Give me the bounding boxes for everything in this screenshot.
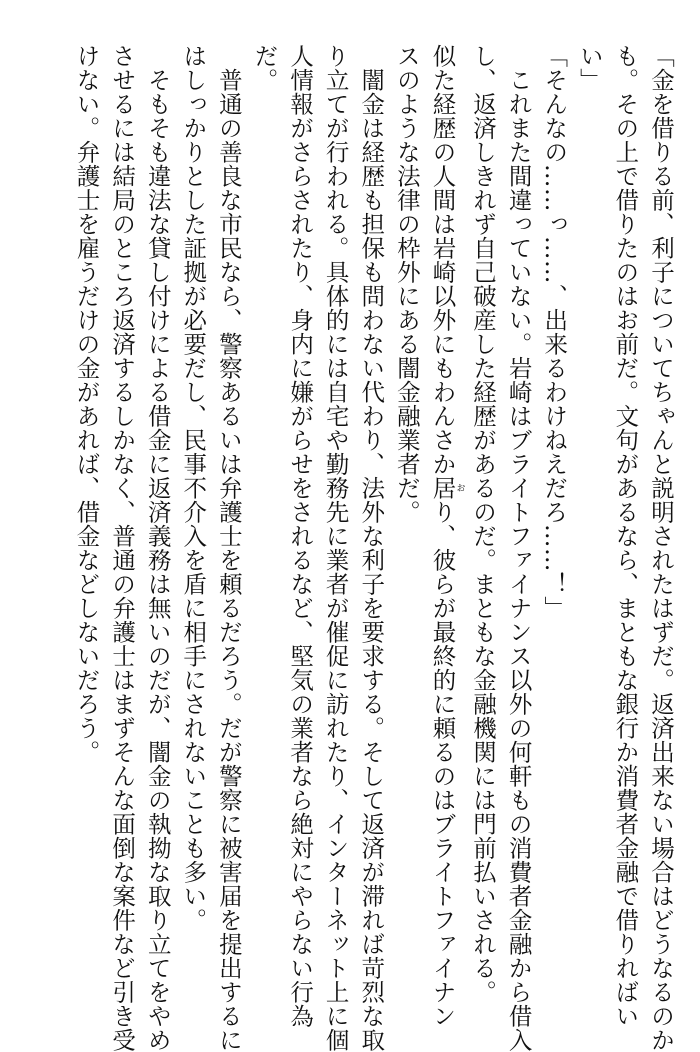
- text-line-5: これまた間違っていない。岩崎はブライトファイナンス以外の何軒もの消費者金融から借入: [504, 67, 533, 1052]
- text-line-7: 似た経歴の人間は岩崎以外にもわんさか居おり、彼らが最終的に頼るのはブライトファイナン: [428, 44, 465, 1028]
- text-line-16: させるには結局のところ返済するしかなく、普通の弁護士はまずそんな面倒な案件など引き受: [108, 44, 137, 1052]
- text-line-13: 普通の善良な市民なら、警察あるいは弁護士を頼るだろう。だが警察に被害届を提出するに: [214, 67, 243, 1052]
- text-line-3: い」: [575, 44, 604, 92]
- text-line-6: し、返済しきれず自己破産した経歴があるのだ。まともな金融機関には門前払いされる。: [469, 44, 498, 1004]
- text-line-10: り立てが行われる。具体的には自宅や勤務先に業者が催促に訪れたり、インターネット上に個: [321, 44, 350, 1052]
- text-line-14: はしっかりとした証拠が必要だし、民事不介入を盾に相手にされないことも多い。: [179, 44, 208, 932]
- vertical-text-body: [68, 44, 678, 1052]
- text-line-2: も。その上で借りたのはお前だ。文句があるなら、まともな銀行か消費者金融で借りればい: [611, 44, 640, 1028]
- text-line-9: 闇金は経歴も担保も問わない代わり、法外な利子を要求する。そして返済が滞れば苛烈な取: [357, 67, 386, 1052]
- text-line-12: だ。: [250, 44, 279, 92]
- text-line-8: スのような法律の枠外にある闇金融業者だ。: [392, 44, 421, 524]
- text-line-15: そもそも違法な貸し付けによる借金に返済義務は無いのだが、闇金の執拗な取り立てをやめ: [143, 67, 172, 1052]
- furigana-ruby: 居お: [428, 476, 465, 500]
- text-line-4: 「そんなの……っ……、出来るわけねえだろ……！」: [540, 44, 569, 620]
- text-line-11: 人情報がさらされたり、身内に嫌がらせをされるなど、堅気の業者なら絶対にやらない行為: [286, 44, 315, 1028]
- text-line-17: けない。弁護士を雇うだけの金があれば、借金などしないだろう。: [72, 44, 101, 764]
- text-line-1: 「金を借りる前、利子についてちゃんと説明されたはずだ。返済出来ない場合はどうなるのか: [647, 44, 675, 1052]
